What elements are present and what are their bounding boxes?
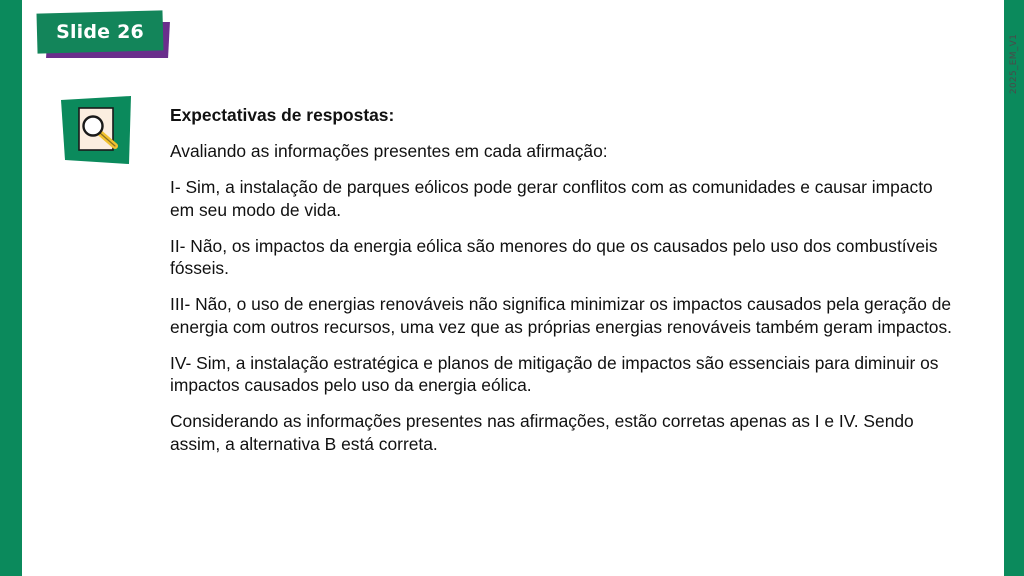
left-green-border xyxy=(0,0,22,576)
content-paragraph-item-3: III- Não, o uso de energias renováveis não significa minimizar os impactos causados pela geração de energia com outros recursos, uma vez que as próprias energias renováveis também geram impactos. xyxy=(170,294,952,337)
content-paragraph-item-4: IV- Sim, a instalação estratégica e planos de mitigação de impactos são essenciais para diminuir os impactos causados pelo uso da energia eólica. xyxy=(170,352,939,395)
content-paragraph-item-1: I- Sim, a instalação de parques eólicos pode gerar conflitos com as comunidades e causar impacto em seu modo de vida. xyxy=(170,177,933,220)
version-label: 2025_EM_V1 xyxy=(1009,33,1019,95)
content-heading: Expectativas de respostas: xyxy=(170,105,395,125)
content-paragraph-intro: Avaliando as informações presentes em cada afirmação: xyxy=(170,141,608,161)
slide-number-badge xyxy=(37,12,171,60)
content-paragraph-conclusion: Considerando as informações presentes nas afirmações, estão corretas apenas as I e IV. Sendo assim, a alternativa B está correta. xyxy=(170,411,914,454)
magnifier-document-icon xyxy=(59,96,133,164)
content-paragraph-item-2: II- Não, os impactos da energia eólica são menores do que os causados pelo uso dos combustíveis fósseis. xyxy=(170,235,938,278)
answer-content xyxy=(170,104,960,469)
slide-number-label: Slide 26 xyxy=(56,21,144,43)
